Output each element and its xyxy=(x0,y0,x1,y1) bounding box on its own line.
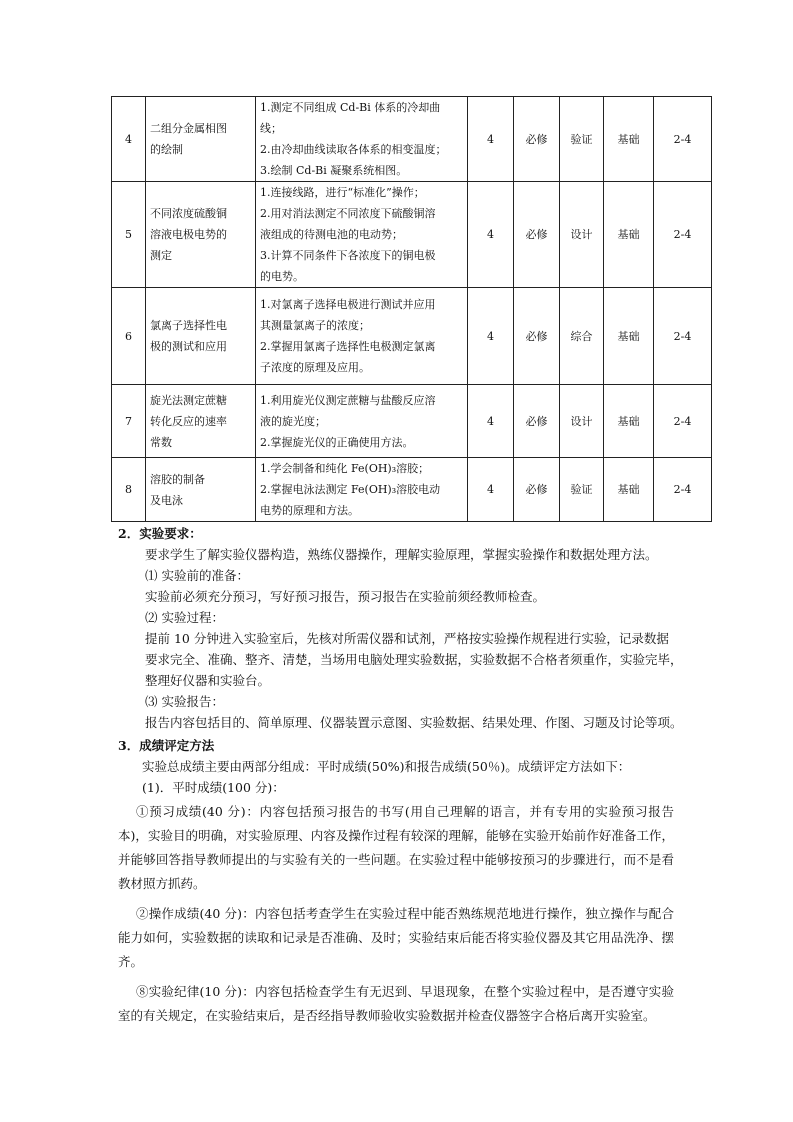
cell-content-line: 2.用对消法测定不同浓度下硫酸铜溶 xyxy=(260,207,436,220)
cell-content-line: 电势的原理和方法。 xyxy=(260,504,359,517)
cell-content xyxy=(256,385,468,458)
section-requirements xyxy=(118,523,688,733)
cell-experiment-name-line: 及电泳 xyxy=(150,493,183,507)
cell-content xyxy=(256,288,468,385)
cell-required: 必修 xyxy=(514,288,560,385)
cell-group-size: 2-4 xyxy=(654,385,712,458)
cell-hours: 4 xyxy=(468,97,514,182)
cell-experiment-name-line: 极的测试和应用 xyxy=(150,340,227,353)
requirements-2-body-1: 提前 10 分钟进入实验室后，先核对所需仪器和试剂，严格按实验操作规程进行实验，记录数据 xyxy=(145,631,669,646)
cell-content-line: 其测量氯离子的浓度； xyxy=(260,319,370,332)
cell-experiment-name-line: 溶胶的制备 xyxy=(150,472,205,486)
cell-required: 必修 xyxy=(514,385,560,458)
evaluation-intro: 实验总成绩主要由两部分组成：平时成绩(50%)和报告成绩(50％)。成绩评定方法如下： xyxy=(142,759,631,774)
cell-number: 8 xyxy=(112,458,146,522)
cell-content-line: 3.绘制 Cd-Bi 凝聚系统相图。 xyxy=(260,164,408,177)
cell-required: 必修 xyxy=(514,182,560,288)
cell-required: 必修 xyxy=(514,97,560,182)
cell-level: 基础 xyxy=(604,97,654,182)
table-row xyxy=(112,97,712,182)
requirements-2-body-3: 整理好仪器和实验台。 xyxy=(145,673,271,688)
cell-content-line: 2.掌握电泳法测定 Fe(OH)₃溶胶电动 xyxy=(260,483,441,496)
cell-content-line: 1.测定不同组成 Cd-Bi 体系的冷却曲 xyxy=(260,101,441,114)
cell-experiment-name-line: 氯离子选择性电 xyxy=(150,319,227,332)
requirements-1-body: 实验前必须充分预习，写好预习报告，预习报告在实验前须经教师检查。 xyxy=(145,589,546,604)
cell-number: 5 xyxy=(112,182,146,288)
cell-experiment-name xyxy=(146,385,256,458)
cell-type: 验证 xyxy=(560,458,604,522)
cell-group-size: 2-4 xyxy=(654,182,712,288)
cell-experiment-name-line: 溶液电极电势的 xyxy=(150,228,227,241)
table-row xyxy=(112,385,712,458)
cell-group-size: 2-4 xyxy=(654,458,712,522)
cell-content-line: 2.掌握旋光仪的正确使用方法。 xyxy=(260,435,414,449)
experiment-table-body xyxy=(112,97,712,522)
cell-experiment-name-line: 的绘制 xyxy=(150,143,183,156)
cell-group-size: 2-4 xyxy=(654,97,712,182)
cell-content-line: 液的旋光度； xyxy=(260,414,326,428)
cell-number: 7 xyxy=(112,385,146,458)
cell-experiment-name xyxy=(146,458,256,522)
requirements-2-title: ⑵ 实验过程： xyxy=(145,610,224,625)
cell-content-line: 1.学会制备和纯化 Fe(OH)₃溶胶； xyxy=(260,462,430,475)
cell-content-line: 2.掌握用氯离子选择性电极测定氯离 xyxy=(260,340,436,353)
cell-level: 基础 xyxy=(604,288,654,385)
cell-required: 必修 xyxy=(514,458,560,522)
cell-content-line: 线； xyxy=(260,122,282,135)
cell-experiment-name xyxy=(146,182,256,288)
cell-content xyxy=(256,458,468,522)
cell-type: 设计 xyxy=(560,385,604,458)
requirements-intro: 要求学生了解实验仪器构造，熟练仪器操作，理解实验原理，掌握实验操作和数据处理方法。 xyxy=(145,547,658,562)
cell-level: 基础 xyxy=(604,385,654,458)
evaluation-preview: ①预习成绩(40 分)：内容包括预习报告的书写(用自己理解的语言，并有专用的实验预习报告本)，实验目的明确，对实验原理、内容及操作过程有较深的理解，能够在实验开始前作好准备工作，并能够回答指导教师提出的与实验有关的一些问题。在实验过程中能够按预习的步骤进行，而不是看教材照方抓药。 xyxy=(118,804,674,891)
cell-content-line: 2.由冷却曲线读取各体系的相变温度； xyxy=(260,143,447,156)
cell-content-line: 1.对氯离子选择电极进行测试并应用 xyxy=(260,298,436,311)
cell-number: 4 xyxy=(112,97,146,182)
cell-type: 综合 xyxy=(560,288,604,385)
table-row xyxy=(112,458,712,522)
evaluation-regular-title: (1)．平时成绩(100 分)： xyxy=(142,780,285,795)
evaluation-operation: ②操作成绩(40 分)：内容包括考查学生在实验过程中能否熟练规范地进行操作，独立操作与配合能力如何，实验数据的读取和记录是否准确、及时；实验结束后能否将实验仪器及其它用品洗净、摆齐。 xyxy=(118,906,674,969)
cell-type: 设计 xyxy=(560,182,604,288)
cell-hours: 4 xyxy=(468,288,514,385)
cell-experiment-name-line: 转化反应的速率 xyxy=(150,414,227,428)
requirements-3-title: ⑶ 实验报告： xyxy=(145,694,224,709)
cell-content-line: 的电势。 xyxy=(260,270,304,283)
table-row xyxy=(112,288,712,385)
cell-content xyxy=(256,182,468,288)
cell-number: 6 xyxy=(112,288,146,385)
requirements-heading: 2．实验要求： xyxy=(118,526,202,541)
cell-content-line: 液组成的待测电池的电动势； xyxy=(260,228,403,241)
table-row xyxy=(112,182,712,288)
requirements-1-title: ⑴ 实验前的准备： xyxy=(145,568,249,583)
cell-hours: 4 xyxy=(468,458,514,522)
section-evaluation xyxy=(118,735,688,1028)
cell-experiment-name-line: 旋光法测定蔗糖 xyxy=(150,393,227,407)
cell-hours: 4 xyxy=(468,385,514,458)
cell-group-size: 2-4 xyxy=(654,288,712,385)
cell-level: 基础 xyxy=(604,458,654,522)
cell-content-line: 1.利用旋光仪测定蔗糖与盐酸反应溶 xyxy=(260,393,436,407)
cell-level: 基础 xyxy=(604,182,654,288)
requirements-3-body: 报告内容包括目的、简单原理、仪器装置示意图、实验数据、结果处理、作图、习题及讨论等项。 xyxy=(145,715,683,730)
cell-experiment-name-line: 不同浓度硫酸铜 xyxy=(150,207,227,220)
cell-content-line: 1.连接线路，进行“标准化”操作； xyxy=(260,186,425,199)
cell-experiment-name xyxy=(146,97,256,182)
cell-content-line: 3.计算不同条件下各浓度下的铜电极 xyxy=(260,249,436,262)
evaluation-heading: 3．成绩评定方法 xyxy=(118,738,215,753)
cell-experiment-name-line: 测定 xyxy=(150,249,172,262)
cell-content-line: 子浓度的原理及应用。 xyxy=(260,361,370,374)
requirements-2-body-2: 要求完全、准确、整齐、清楚，当场用电脑处理实验数据，实验数据不合格者须重作，实验完毕， xyxy=(145,652,683,667)
cell-type: 验证 xyxy=(560,97,604,182)
evaluation-discipline: ⑧实验纪律(10 分)：内容包括检查学生有无迟到、早退现象，在整个实验过程中，是否遵守实验室的有关规定，在实验结束后，是否经指导教师验收实验数据并检查仪器签字合格后离开实验室。 xyxy=(118,984,674,1023)
cell-experiment-name-line: 常数 xyxy=(150,435,172,449)
cell-content xyxy=(256,97,468,182)
cell-hours: 4 xyxy=(468,182,514,288)
cell-experiment-name-line: 二组分金属相图 xyxy=(150,122,227,135)
experiment-table xyxy=(111,96,712,522)
cell-experiment-name xyxy=(146,288,256,385)
